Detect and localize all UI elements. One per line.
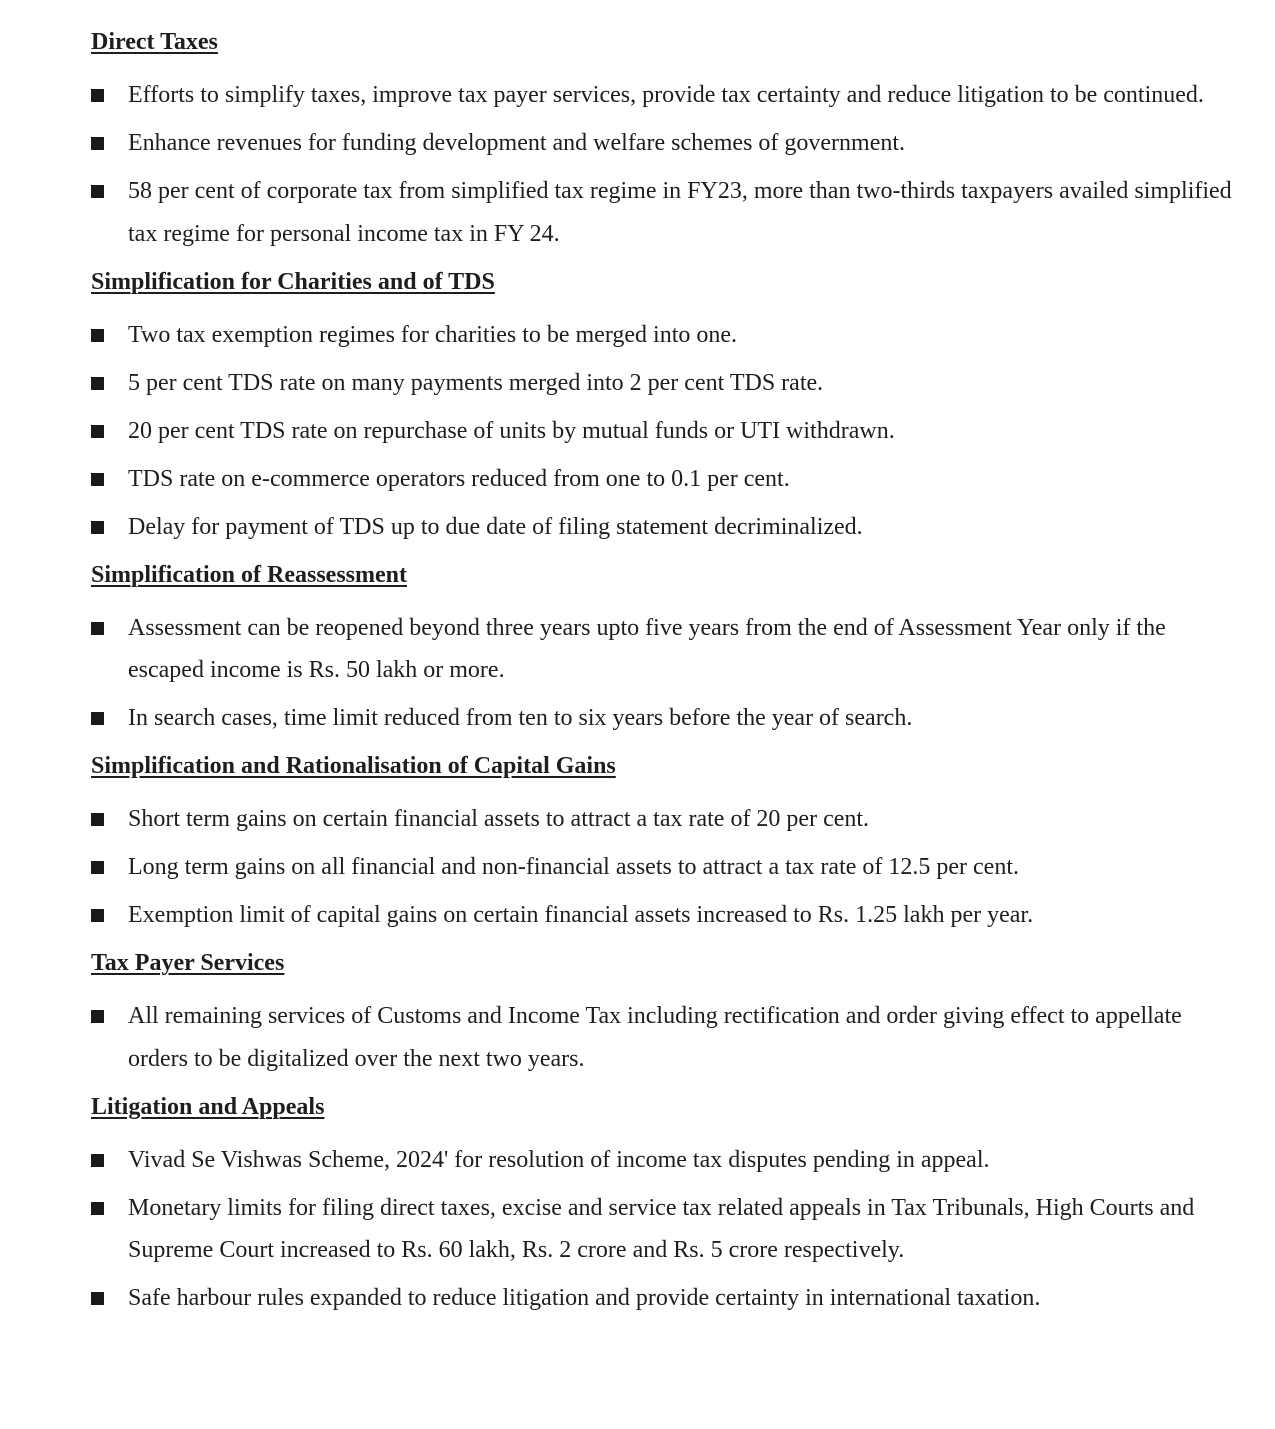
bullet-list xyxy=(91,607,1241,740)
list-item xyxy=(91,362,1241,405)
bullet-list xyxy=(91,1139,1241,1320)
list-item xyxy=(91,846,1241,889)
square-bullet-icon xyxy=(91,521,104,534)
list-item xyxy=(91,506,1241,549)
list-item-text: TDS rate on e-commerce operators reduced from one to 0.1 per cent. xyxy=(128,465,790,492)
section-charities-tds xyxy=(91,266,1241,549)
bullet-list xyxy=(91,314,1241,549)
list-item xyxy=(91,995,1241,1080)
list-item-text: Long term gains on all financial and non-financial assets to attract a tax rate of 12.5 per cent. xyxy=(128,854,1019,880)
list-item xyxy=(91,1139,1241,1182)
list-item-text: Two tax exemption regimes for charities to be merged into one. xyxy=(128,321,738,348)
document-body xyxy=(91,26,1241,1330)
list-item xyxy=(91,1187,1241,1272)
section-capital-gains xyxy=(91,750,1241,937)
square-bullet-icon xyxy=(91,622,104,635)
bullet-list xyxy=(91,798,1241,937)
square-bullet-icon xyxy=(91,813,104,826)
square-bullet-icon xyxy=(91,185,104,198)
list-item-text: Delay for payment of TDS up to due date of filing statement decriminalized. xyxy=(128,513,863,540)
section-heading: Simplification of Reassessment xyxy=(91,561,407,588)
square-bullet-icon xyxy=(91,329,104,342)
list-item-text: 58 per cent of corporate tax from simplified tax regime in FY23, more than two-thirds taxpayers availed simplified tax regime for personal income tax in FY 24. xyxy=(128,178,1232,247)
square-bullet-icon xyxy=(91,425,104,438)
list-item-text: All remaining services of Customs and Income Tax including rectification and order giving effect to appellate orders to be digitalized over the next two years. xyxy=(128,1003,1182,1072)
bullet-list xyxy=(91,74,1241,255)
square-bullet-icon xyxy=(91,1154,104,1167)
list-item xyxy=(91,607,1241,692)
square-bullet-icon xyxy=(91,1010,104,1023)
list-item xyxy=(91,410,1241,453)
section-heading: Simplification for Charities and of TDS xyxy=(91,268,495,295)
list-item xyxy=(91,122,1241,165)
square-bullet-icon xyxy=(91,712,104,725)
list-item-text: Enhance revenues for funding development and welfare schemes of government. xyxy=(128,130,906,156)
list-item xyxy=(91,894,1241,937)
list-item-text: Monetary limits for filing direct taxes, excise and service tax related appeals in Tax Tribunals, High Courts and Supreme Court increased to Rs. 60 lakh, Rs. 2 crore and Rs. 5 crore respectively. xyxy=(128,1194,1195,1263)
square-bullet-icon xyxy=(91,1292,104,1305)
square-bullet-icon xyxy=(91,377,104,390)
list-item-text: In search cases, time limit reduced from ten to six years before the year of search. xyxy=(128,705,913,731)
square-bullet-icon xyxy=(91,473,104,486)
square-bullet-icon xyxy=(91,137,104,150)
list-item xyxy=(91,170,1241,255)
list-item-text: Efforts to simplify taxes, improve tax payer services, provide tax certainty and reduce litigation to be continued. xyxy=(128,82,1204,108)
section-heading: Tax Payer Services xyxy=(91,950,285,976)
square-bullet-icon xyxy=(91,1202,104,1215)
list-item-text: Exemption limit of capital gains on certain financial assets increased to Rs. 1.25 lakh per year. xyxy=(128,902,1034,928)
list-item xyxy=(91,1277,1241,1320)
section-heading: Litigation and Appeals xyxy=(91,1093,325,1120)
list-item xyxy=(91,458,1241,501)
section-tax-payer-services xyxy=(91,947,1241,1080)
section-litigation-appeals xyxy=(91,1091,1241,1320)
bullet-list xyxy=(91,995,1241,1080)
list-item xyxy=(91,697,1241,740)
list-item xyxy=(91,74,1241,117)
list-item xyxy=(91,798,1241,841)
list-item-text: Safe harbour rules expanded to reduce litigation and provide certainty in international taxation. xyxy=(128,1285,1041,1311)
list-item-text: Vivad Se Vishwas Scheme, 2024' for resolution of income tax disputes pending in appeal. xyxy=(128,1146,990,1173)
list-item-text: Short term gains on certain financial assets to attract a tax rate of 20 per cent. xyxy=(128,806,870,832)
list-item-text: 20 per cent TDS rate on repurchase of units by mutual funds or UTI withdrawn. xyxy=(128,417,895,444)
square-bullet-icon xyxy=(91,89,104,102)
section-heading: Direct Taxes xyxy=(91,29,218,55)
section-reassessment xyxy=(91,559,1241,740)
list-item-text: 5 per cent TDS rate on many payments merged into 2 per cent TDS rate. xyxy=(128,369,824,396)
section-direct-taxes xyxy=(91,26,1241,255)
square-bullet-icon xyxy=(91,909,104,922)
section-heading: Simplification and Rationalisation of Capital Gains xyxy=(91,753,616,779)
square-bullet-icon xyxy=(91,861,104,874)
list-item xyxy=(91,314,1241,357)
list-item-text: Assessment can be reopened beyond three years upto five years from the end of Assessment Year only if the escaped income is Rs. 50 lakh or more. xyxy=(128,614,1166,683)
